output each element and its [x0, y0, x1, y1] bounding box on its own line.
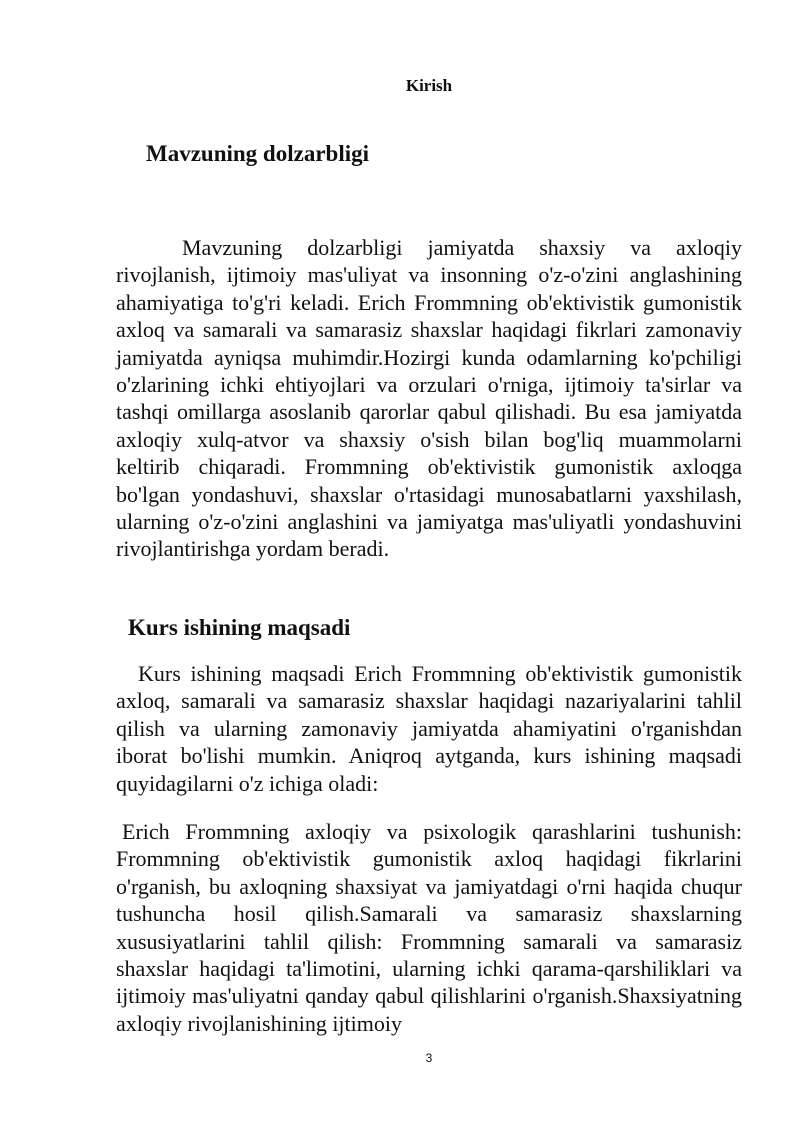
relevance-paragraph: Mavzuning dolzarbligi jamiyatda shaxsiy va axloqiy rivojlanish, ijtimoiy mas'uliyat va insonning o'z-o'zini anglashining ahamiyatiga to'g'ri keladi. Erich Frommning ob'ektivistik gumonistik axloq va samarali va samarasiz shaxslar haqidagi fikrlari zamonaviy jamiyatda ayniqsa muhimdir.Hozirgi kunda odamlarning ko'pchiligi o'zlarining ichki ehtiyojlari va orzulari o'rniga, ijtimoiy ta'sirlar va tashqi omillarga asoslanib qarorlar qabul qilishadi. Bu esa jamiyatda axloqiy xulq-atvor va shaxsiy o'sish bilan bog'liq muammolarni keltirib chiqaradi. Frommning ob'ektivistik gumonistik axloqga bo'lgan yondashuvi, shaxslar o'rtasidagi munosabatlarni yaxshilash, ularning o'z-o'zini anglashini va jamiyatga mas'uliyatli yondashuvini rivojlantirishga yordam beradi. [116, 235, 742, 562]
running-title: Kirish [405, 76, 453, 95]
page-number: 3 [425, 1051, 433, 1065]
section-heading-purpose: Kurs ishining maqsadi [128, 615, 351, 640]
purpose-paragraph-2: Erich Frommning axloqiy va psixologik qarashlarini tushunish: Frommning ob'ektivistik gumonistik axloq haqidagi fikrlarini o'rganish, bu axloqning shaxsiyat va jamiyatdagi o'rni haqida chuqur tushuncha hosil qilish.Samarali va samarasiz shaxslarning xususiyatlarini tahlil qilish: Frommning samarali va samarasiz shaxslar haqidagi ta'limotini, ularning ichki qarama-qarshiliklari va ijtimoiy mas'uliyatni qanday qabul qilishlarini o'rganish.Shaxsiyatning axloqiy rivojlanishining ijtimoiy [116, 819, 742, 1036]
section-heading-relevance: Mavzuning dolzarbligi [146, 141, 369, 166]
purpose-paragraph-1: Kurs ishining maqsadi Erich Frommning ob'ektivistik gumonistik axloq, samarali va samarasiz shaxslar haqidagi nazariyalarini tahlil qilish va ularning zamonaviy jamiyatda ahamiyatini o'rganishdan iborat bo'lishi mumkin. Aniqroq aytganda, kurs ishining maqsadi quyidagilarni o'z ichiga oladi: [116, 661, 742, 796]
